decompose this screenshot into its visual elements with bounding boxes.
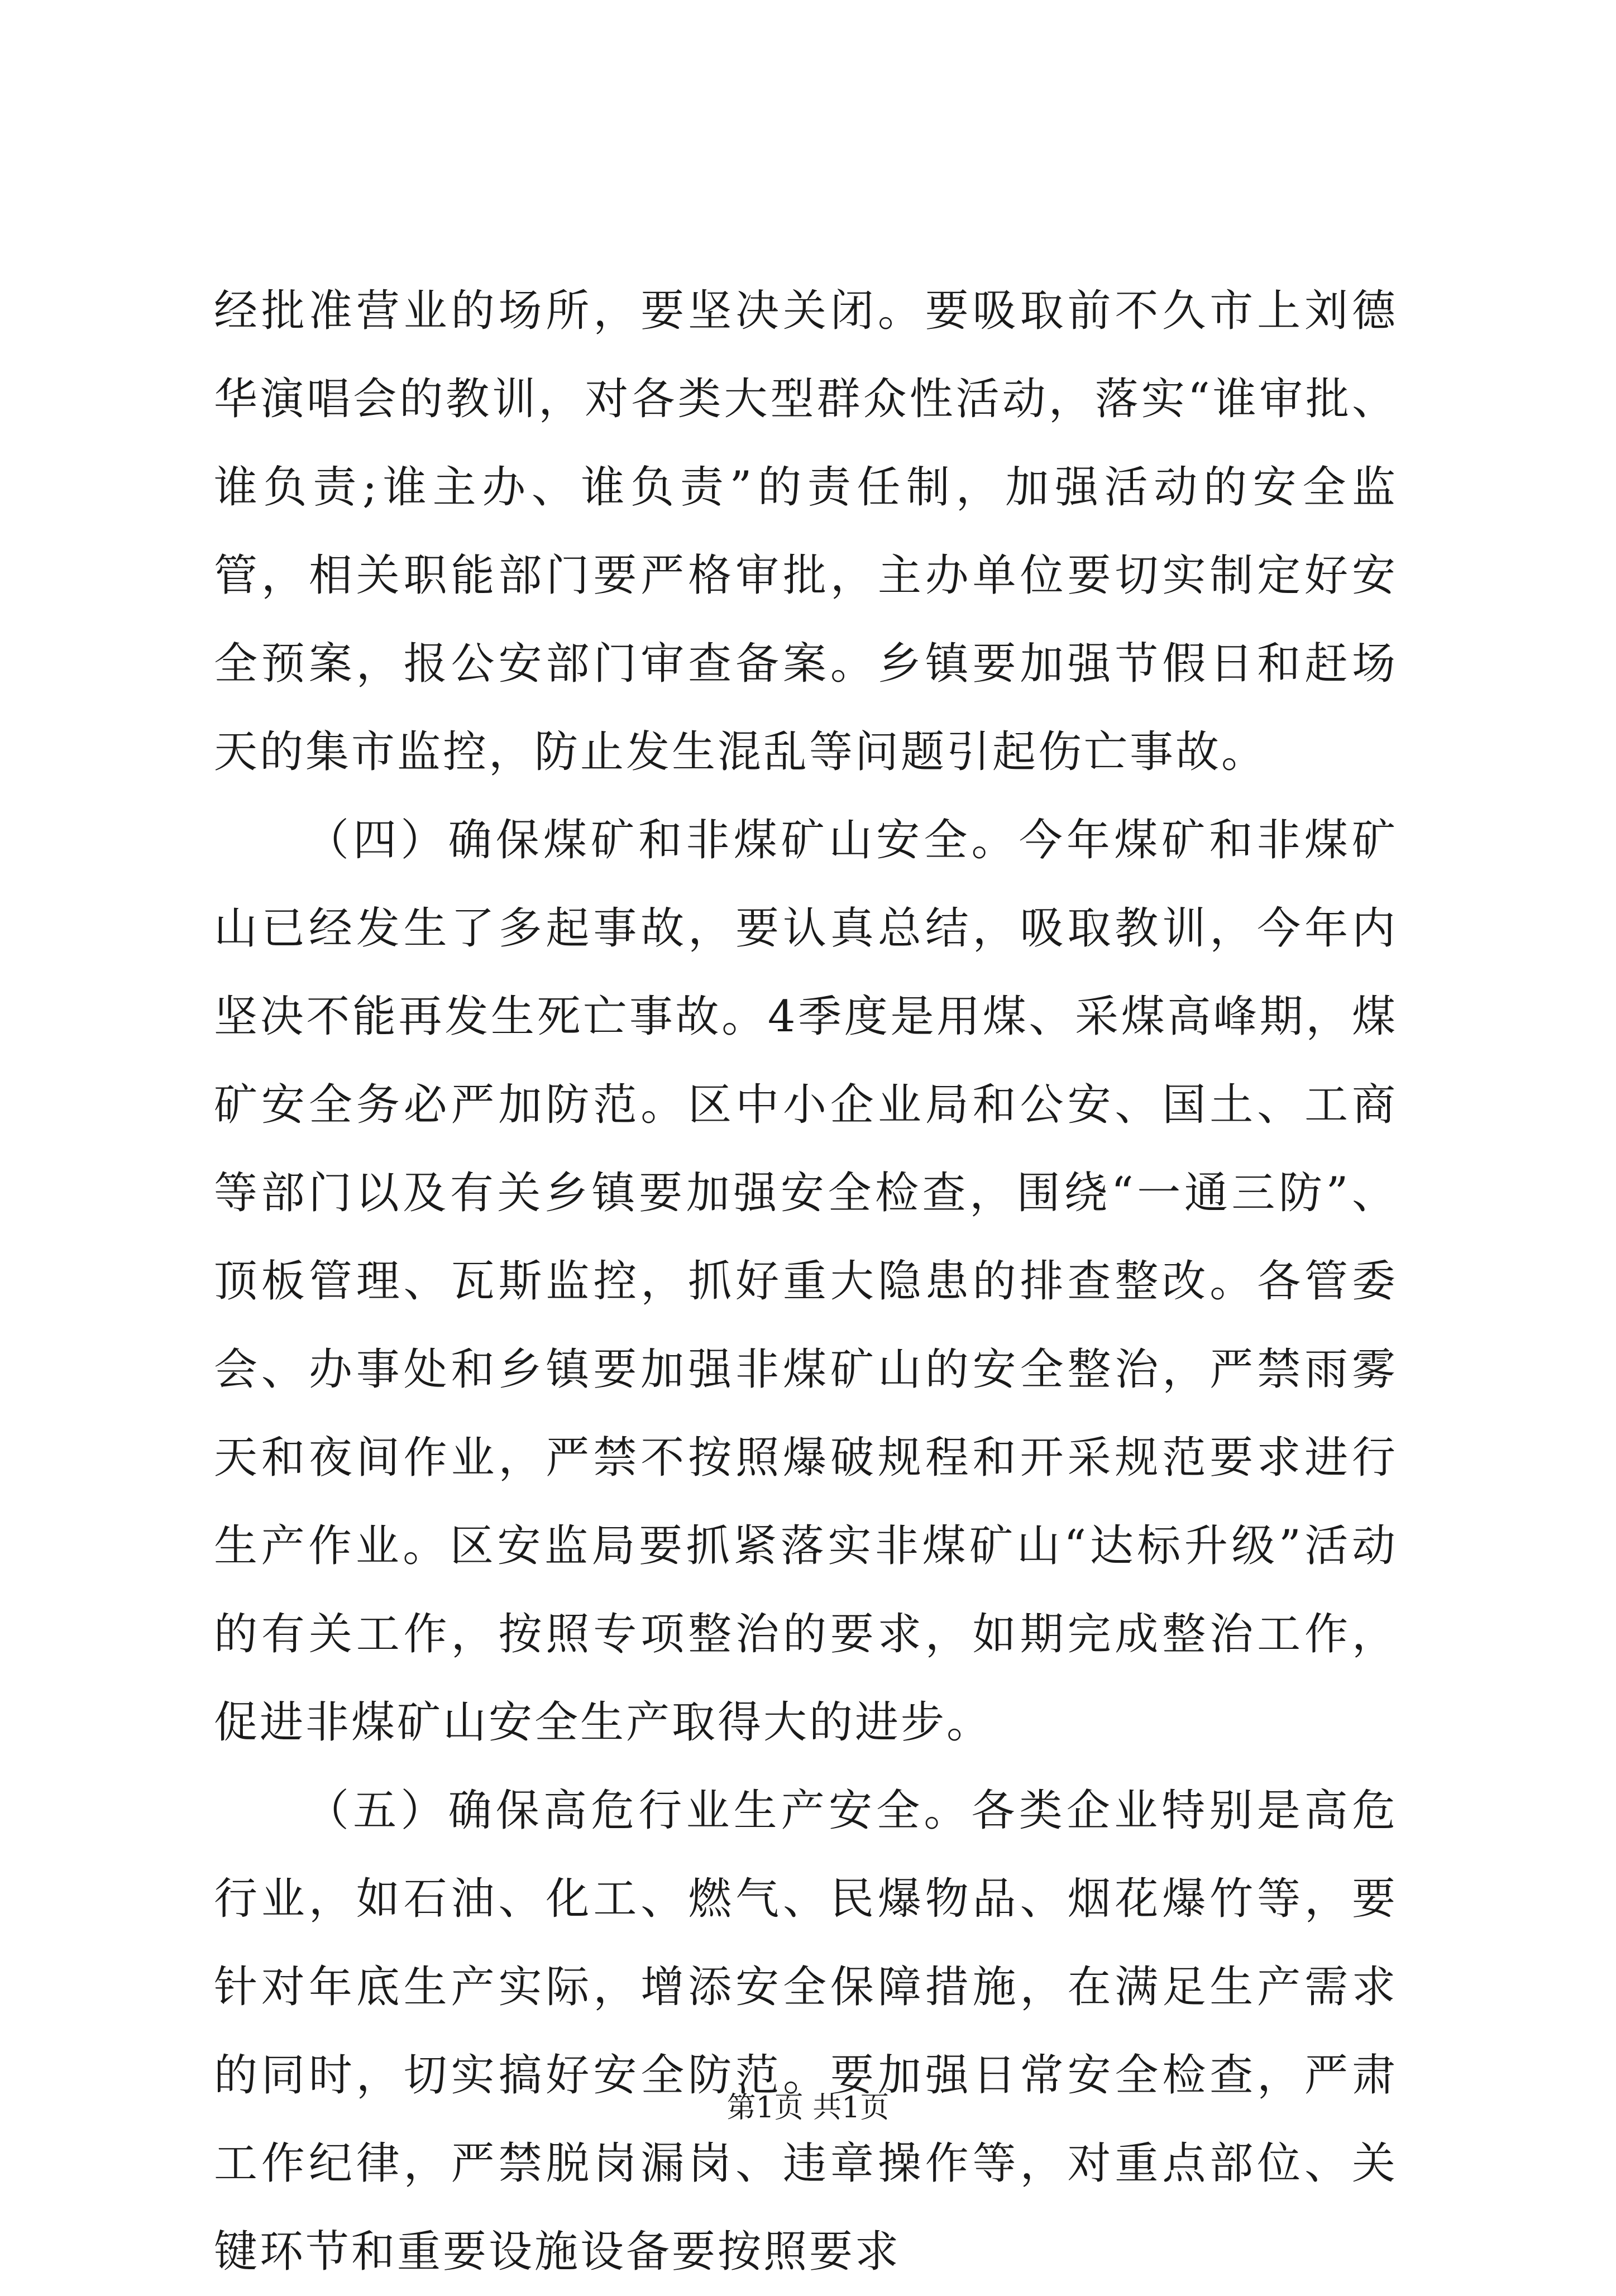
document-body <box>214 267 1398 2296</box>
paragraph-high-risk-industry-safety: （五）确保高危行业生产安全。各类企业特别是高危行业，如石油、化工、燃气、民爆物品、烟花爆竹等，要针对年底生产实际，增添安全保障措施，在满足生产需求的同时，切实搞好安全防范。要加强日常安全检查，严肃工作纪律，严禁脱岗漏岗、违章操作等，对重点部位、关键环节和重要设施设备要按照要求 <box>214 1786 1398 2277</box>
paragraph-coal-mine-safety: （四）确保煤矿和非煤矿山安全。今年煤矿和非煤矿山已经发生了多起事故，要认真总结，吸取教训，今年内坚决不能再发生死亡事故。4季度是用煤、采煤高峰期，煤矿安全务必严加防范。区中小企业局和公安、国土、工商等部门以及有关乡镇要加强安全检查，围绕“一通三防”、顶板管理、瓦斯监控，抓好重大隐患的排查整改。各管委会、办事处和乡镇要加强非煤矿山的安全整治，严禁雨雾天和夜间作业，严禁不按照爆破规程和开采规范要求进行生产作业。区安监局要抓紧落实非煤矿山“达标升级”活动的有关工作，按照专项整治的要求，如期完成整治工作，促进非煤矿山安全生产取得大的进步。 <box>214 815 1398 1748</box>
paragraph-venue-safety: 经批准营业的场所，要坚决关闭。要吸取前不久市上刘德华演唱会的教训，对各类大型群众性活动，落实“谁审批、谁负责;谁主办、谁负责”的责任制，加强活动的安全监管，相关职能部门要严格审批，主办单位要切实制定好安全预案，报公安部门审查备案。乡镇要加强节假日和赶场天的集市监控，防止发生混乱等问题引起伤亡事故。 <box>214 286 1398 777</box>
page-number-footer: 第1页 共1页 <box>726 2091 890 2125</box>
